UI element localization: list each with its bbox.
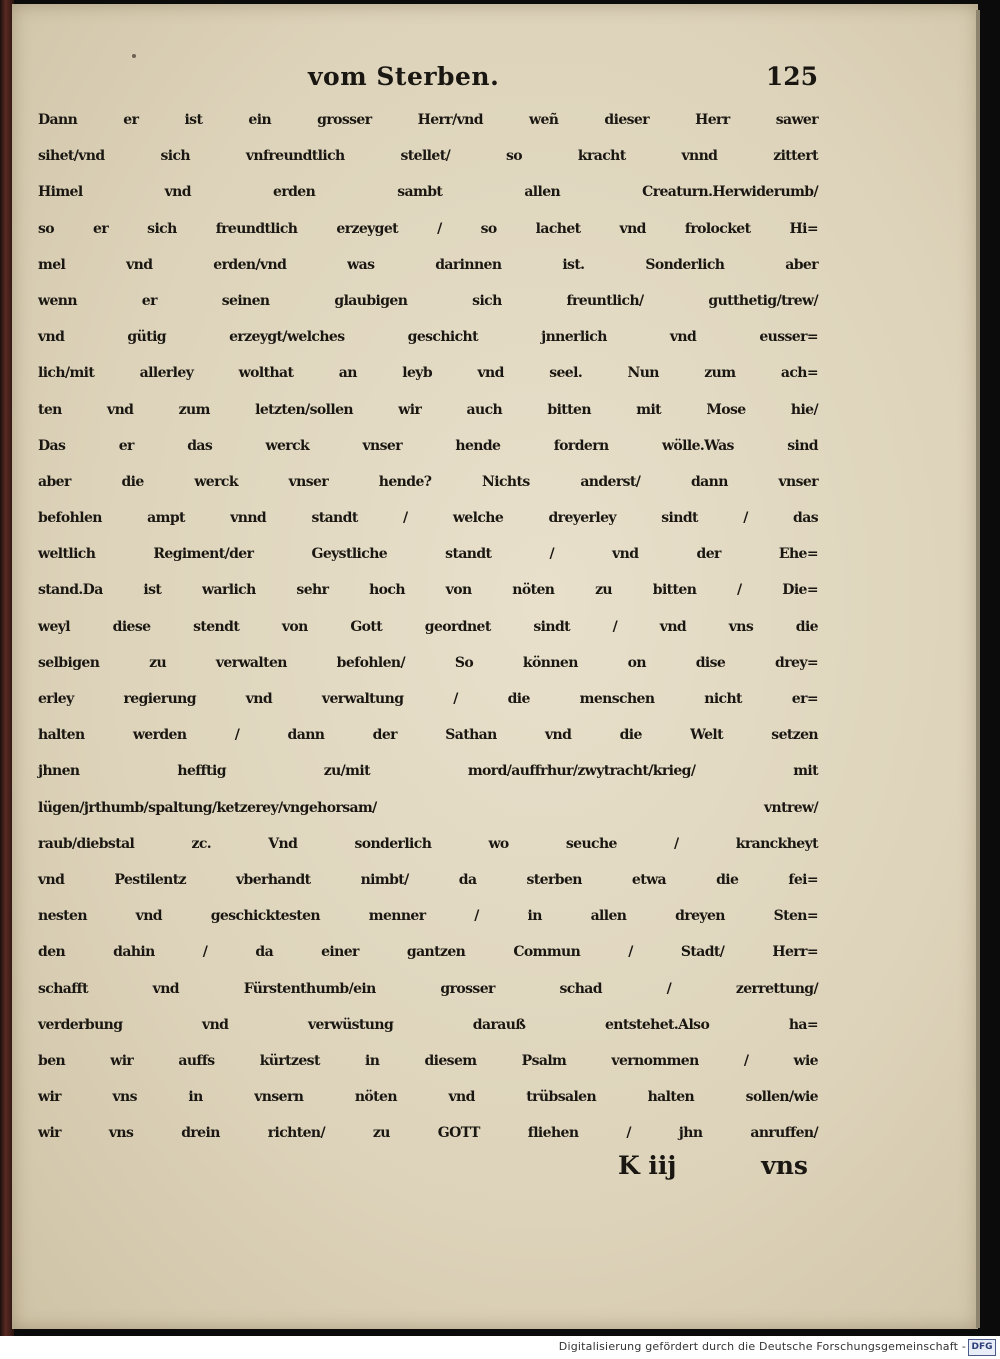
text-line: erley regierung vnd verwaltung / die menschen nicht er= xyxy=(38,691,818,707)
text-line: selbigen zu verwalten befohlen/ So können on dise drey= xyxy=(38,654,818,671)
text-line: wir vns in vnsern nöten vnd trübsalen halten sollen/wie xyxy=(38,1089,818,1106)
dfg-logo: DFG xyxy=(968,1339,996,1356)
text-line: aber die werck vnser hende? Nichts anderst/ dann vnser xyxy=(38,473,818,490)
text-line: weyl diese stendt von Gott geordnet sindt / vnd vns die xyxy=(38,618,818,635)
text-line: wenn er seinen glaubigen sich freuntlich/ gutthetig/trew/ xyxy=(38,292,818,309)
text-line: so er sich freundtlich erzeyget / so lachet vnd frolocket Hi= xyxy=(38,220,818,237)
text-block xyxy=(38,62,818,1187)
text-line: sihet/vnd sich vnfreundtlich stellet/ so kracht vnnd zittert xyxy=(38,148,818,165)
signature-mark: K iij xyxy=(618,1151,677,1181)
text-line: lich/mit allerley wolthat an leyb vnd seel. Nun zum ach= xyxy=(38,365,818,382)
page-number: 125 xyxy=(765,62,818,91)
text-line: nesten vnd geschicktesten menner / in allen dreyen Sten= xyxy=(38,908,818,925)
text-line: vnd gütig erzeygt/welches geschicht jnnerlich vnd eusser= xyxy=(38,329,818,346)
text-line: vnd Pestilentz vberhandt nimbt/ da sterben etwa die fei= xyxy=(38,871,818,888)
text-line: wir vns drein richten/ zu GOTT fliehen / jhn anruffen/ xyxy=(38,1125,818,1142)
running-head: vom Sterben. xyxy=(308,62,500,91)
text-line: stand.Da ist warlich sehr hoch von nöten zu bitten / Die= xyxy=(38,582,818,599)
credit-text: Digitalisierung gefördert durch die Deutsche Forschungsgemeinschaft - xyxy=(558,1340,966,1353)
book-page xyxy=(12,4,978,1329)
page-header xyxy=(38,62,818,102)
text-line: ben wir auffs kürtzest in diesem Psalm vernommen / wie xyxy=(38,1052,818,1069)
text-line: lügen/jrthumb/spaltung/ketzerey/vngehorsam/ vntrew/ xyxy=(38,799,818,816)
text-line: verderbung vnd verwüstung darauß entstehet.Also ha= xyxy=(38,1016,818,1033)
text-line: schafft vnd Fürstenthumb/ein grosser schad / zerrettung/ xyxy=(38,980,818,997)
body-text xyxy=(38,102,818,1151)
page-edge xyxy=(976,10,980,1328)
text-line: Das er das werck vnser hende fordern wölle.Was sind xyxy=(38,437,818,454)
text-line: halten werden / dann der Sathan vnd die Welt setzen xyxy=(38,727,818,744)
text-line: weltlich Regiment/der Geystliche standt / vnd der Ehe= xyxy=(38,546,818,563)
text-line: befohlen ampt vnnd standt / welche dreyerley sindt / das xyxy=(38,510,818,527)
text-line: mel vnd erden/vnd was darinnen ist. Sonderlich aber xyxy=(38,256,818,273)
text-line: den dahin / da einer gantzen Commun / Stadt/ Herr= xyxy=(38,944,818,961)
text-line: raub/diebstal zc. Vnd sonderlich wo seuche / kranckheyt xyxy=(38,835,818,852)
credit-bar xyxy=(0,1336,1000,1359)
page-footer xyxy=(38,1151,818,1187)
text-line: Himel vnd erden sambt allen Creaturn.Herwiderumb/ xyxy=(38,184,818,201)
text-line: jhnen hefftig zu/mit mord/auffrhur/zwytracht/krieg/ mit xyxy=(38,763,818,780)
text-line: ten vnd zum letzten/sollen wir auch bitten mit Mose hie/ xyxy=(38,401,818,418)
catchword: vns xyxy=(761,1151,808,1181)
text-line: Dann er ist ein grosser Herr/vnd weñ dieser Herr sawer xyxy=(38,112,818,128)
paper-speck xyxy=(132,54,136,58)
